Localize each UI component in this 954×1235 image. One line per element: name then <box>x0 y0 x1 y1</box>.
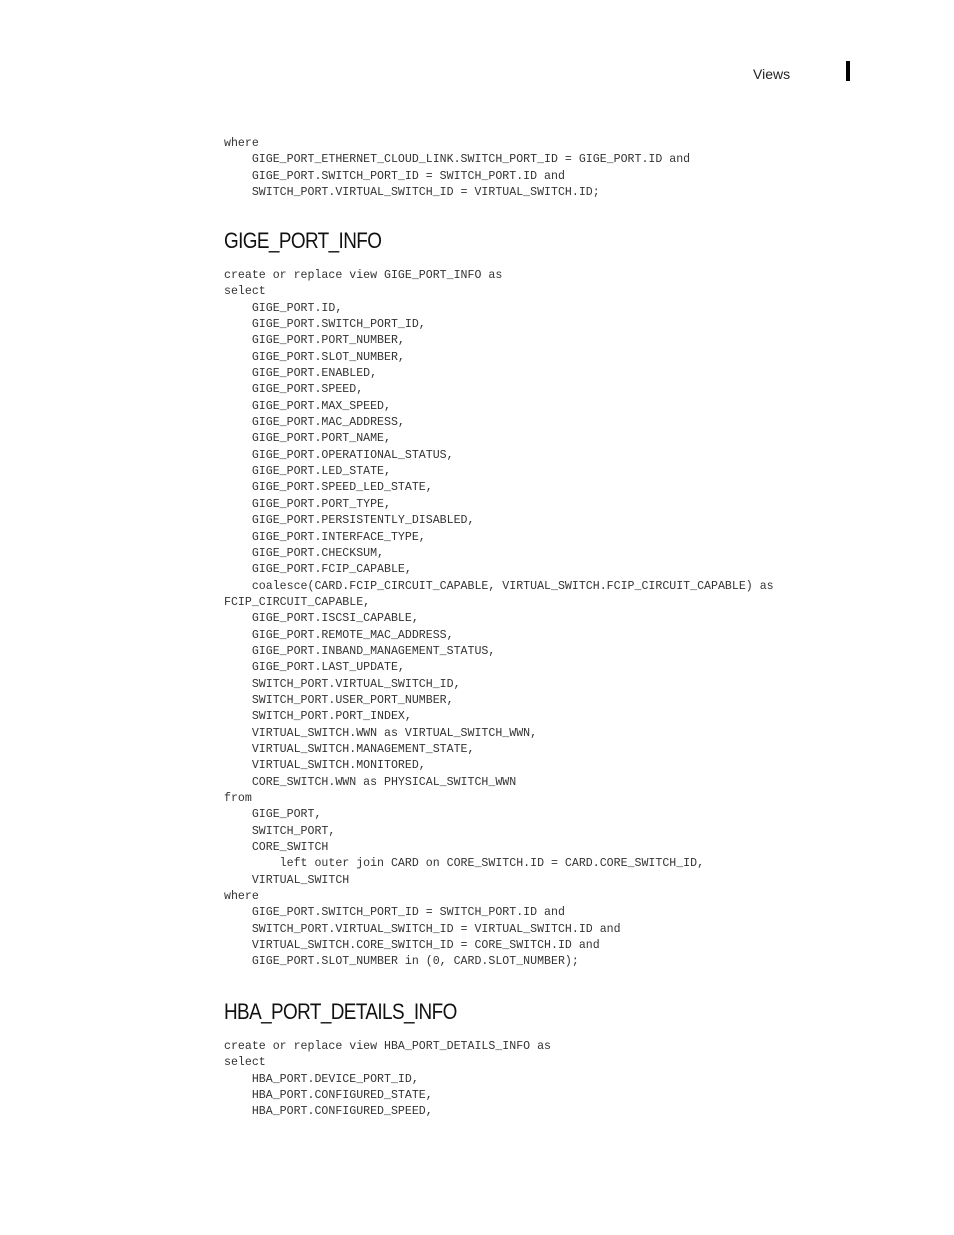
running-header-title: Views <box>753 66 791 82</box>
header-marker-bar <box>846 61 850 81</box>
code-block-hba-port-details-info: create or replace view HBA_PORT_DETAILS_INFO as select HBA_PORT.DEVICE_PORT_ID, HBA_PORT.CONFIGURED_STATE, HBA_PORT.CONFIGURED_SPEED, <box>224 1040 551 1119</box>
code-block-where-clause: where GIGE_PORT_ETHERNET_CLOUD_LINK.SWITCH_PORT_ID = GIGE_PORT.ID and GIGE_PORT.SWITCH_PORT_ID = SWITCH_PORT.ID and SWITCH_PORT.VIRTUAL_SWITCH_ID = VIRTUAL_SWITCH.ID; <box>224 137 691 200</box>
code-block-gige-port-info: create or replace view GIGE_PORT_INFO as select GIGE_PORT.ID, GIGE_PORT.SWITCH_PORT_ID, GIGE_PORT.PORT_NUMBER, GIGE_PORT.SLOT_NUMBER, GIGE_PORT.ENABLED, GIGE_PORT.SPEED, GIGE_PORT.MAX_SPEED, GIGE_PORT.MAC_ADDRESS, GIGE_PORT.PORT_NAME, GIGE_PORT.OPERATIONAL_STATUS, GIGE_PORT.LED_STATE, GIGE_PORT.SPEED_LED_STATE, GIGE_PORT.PORT_TYPE, GIGE_PORT.PERSISTENTLY_DISABLED, GIGE_PORT.INTERFACE_TYPE, GIGE_PORT.CHECKSUM, GIGE_PORT.FCIP_CAPABLE, coalesce(CARD.FCIP_CIRCUIT_CAPABLE, VIRTUAL_SWITCH.FCIP_CIRCUIT_CAPABLE) as FCIP_CIRCUIT_CAPABLE, GIGE_PORT.ISCSI_CAPABLE, GIGE_PORT.REMOTE_MAC_ADDRESS, GIGE_PORT.INBAND_MANAGEMENT_STATUS, GIGE_PORT.LAST_UPDATE, SWITCH_PORT.VIRTUAL_SWITCH_ID, SWITCH_PORT.USER_PORT_NUMBER, SWITCH_PORT.PORT_INDEX, VIRTUAL_SWITCH.WWN as VIRTUAL_SWITCH_WWN, VIRTUAL_SWITCH.MANAGEMENT_STATE, VIRTUAL_SWITCH.MONITORED, CORE_SWITCH.WWN as PHYSICAL_SWITCH_WWN from GIGE_PORT, SWITCH_PORT, CORE_SWITCH left outer join CARD on CORE_SWITCH.ID = CARD.CORE_SWITCH_ID, VIRTUAL_SWITCH where GIGE_PORT.SWITCH_PORT_ID = SWITCH_PORT.ID and SWITCH_PORT.VIRTUAL_SWITCH_ID = VIRTUAL_SWITCH.ID and VIRTUAL_SWITCH.CORE_SWITCH_ID = CORE_SWITCH.ID and GIGE_PORT.SLOT_NUMBER in (0, CARD.SLOT_NUMBER); <box>224 269 774 969</box>
section-heading-hba-port-details-info: HBA_PORT_DETAILS_INFO <box>224 999 457 1024</box>
section-heading-gige-port-info: GIGE_PORT_INFO <box>224 228 382 253</box>
